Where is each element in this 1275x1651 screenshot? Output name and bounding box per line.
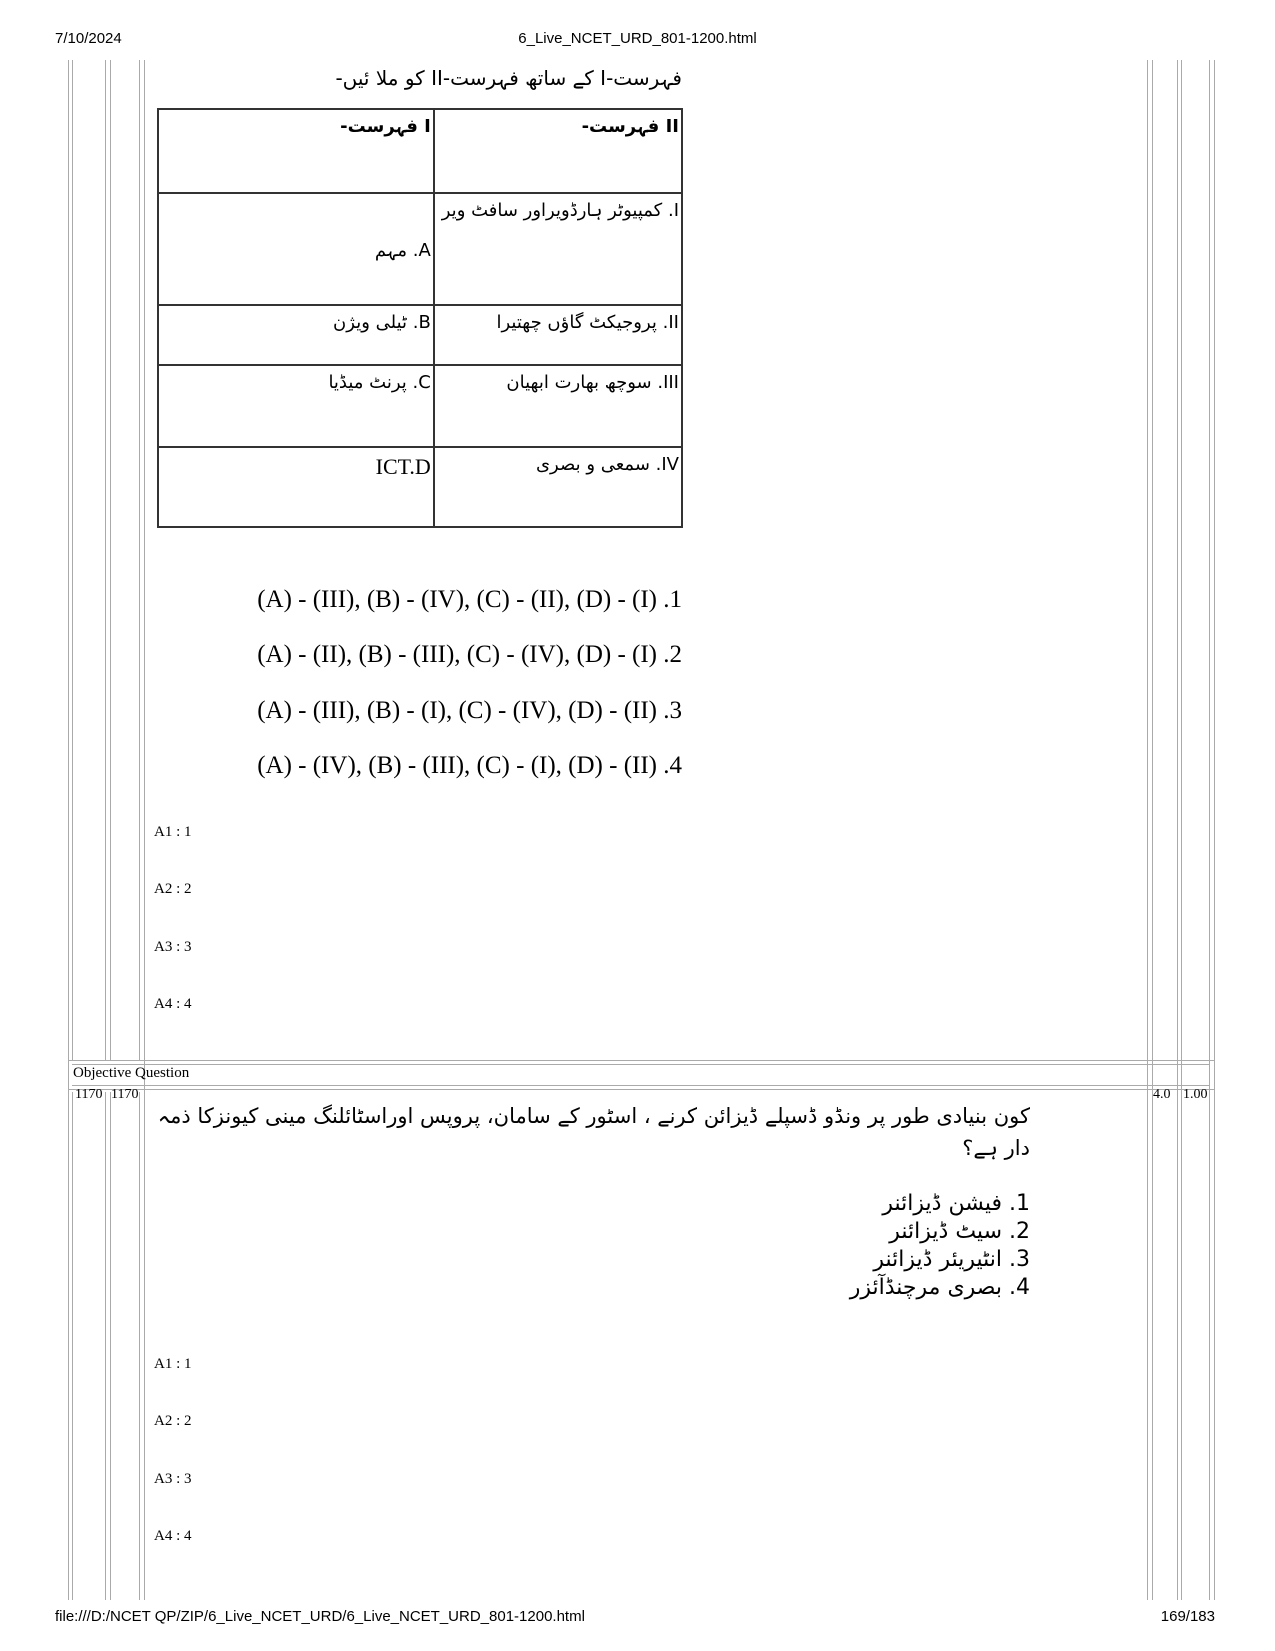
answer-key: A3 : 3 [154, 1471, 192, 1487]
grid-line [110, 60, 111, 1060]
list-1-item: ICT.D [158, 447, 434, 527]
grid-line [68, 60, 69, 1600]
table-row [158, 305, 682, 365]
grid-line [72, 1092, 73, 1600]
list-1-item: A. مہم [158, 193, 434, 305]
answer-option: 4. بصری مرچنڈآئزر [849, 1275, 1030, 1300]
table-header-row [158, 109, 682, 193]
grid-line [144, 60, 145, 1600]
answer-option: (A) - (III), (B) - (IV), (C) - (II), (D) - (I) .1 [257, 586, 682, 613]
page-number: 169/183 [1160, 1608, 1215, 1625]
answer-key: A2 : 2 [154, 1413, 192, 1429]
question-marks: 4.0 [1153, 1087, 1171, 1102]
grid-line [72, 1064, 1210, 1065]
answer-option: (A) - (IV), (B) - (III), (C) - (I), (D) - (II) .4 [257, 752, 682, 779]
question-id: 1170 [111, 1087, 139, 1102]
list-2-header: II فہرست- [434, 109, 682, 193]
grid-line [68, 1089, 1214, 1090]
list-2-item: II. پروجیکٹ گاؤں چھتیرا [434, 305, 682, 365]
matching-table [157, 108, 683, 528]
grid-line [1209, 60, 1210, 1600]
question-number: 1170 [75, 1087, 103, 1102]
question-text: کون بنیادی طور پر ونڈو ڈسپلے ڈیزائن کرنے ، اسٹور کے سامان، پروپس اوراسٹائلنگ مینی کیونزکا ذمہ دار ہے؟ [157, 1104, 1030, 1160]
table-row [158, 365, 682, 447]
answer-key: A4 : 4 [154, 1528, 192, 1544]
grid-line [72, 1085, 1210, 1086]
list-2-item: I. کمپیوٹر ہارڈویراور سافٹ ویر [434, 193, 682, 305]
answer-key: A3 : 3 [154, 939, 192, 955]
list-1-header: I فہرست- [158, 109, 434, 193]
grid-line [1214, 60, 1215, 1600]
grid-line [1181, 60, 1182, 1600]
grid-line [110, 1092, 111, 1600]
table-row [158, 447, 682, 527]
grid-line [1152, 60, 1153, 1600]
list-1-item: B. ٹیلی ویژن [158, 305, 434, 365]
print-date: 7/10/2024 [55, 30, 122, 47]
grid-line [1177, 60, 1178, 1600]
list-2-item: III. سوچھ بھارت ابھیان [434, 365, 682, 447]
answer-key: A4 : 4 [154, 996, 192, 1012]
answer-option: 1. فیشن ڈیزائنر [882, 1191, 1030, 1216]
table-row [158, 193, 682, 305]
list-2-item: IV. سمعی و بصری [434, 447, 682, 527]
answer-option: (A) - (II), (B) - (III), (C) - (IV), (D) - (I) .2 [257, 641, 682, 668]
answer-option: (A) - (III), (B) - (I), (C) - (IV), (D) - (II) .3 [257, 697, 682, 724]
answer-key: A2 : 2 [154, 881, 192, 897]
grid-line [139, 60, 140, 1060]
print-url: file:///D:/NCET QP/ZIP/6_Live_NCET_URD/6_Live_NCET_URD_801-1200.html [55, 1608, 585, 1625]
grid-line [68, 1060, 1214, 1061]
grid-line [105, 60, 106, 1060]
negative-marks: 1.00 [1183, 1087, 1208, 1102]
answer-option: 3. انٹیریئر ڈیزائنر [873, 1247, 1030, 1272]
question-instruction: فہرست-I کے ساتھ فہرست-II کو ملا ئیں- [335, 66, 682, 90]
list-1-item: C. پرنٹ میڈیا [158, 365, 434, 447]
grid-line [1147, 60, 1148, 1600]
section-label: Objective Question [73, 1065, 190, 1081]
grid-line [72, 60, 73, 1060]
answer-option: 2. سیٹ ڈیزائنر [889, 1219, 1030, 1244]
answer-key: A1 : 1 [154, 1356, 192, 1372]
grid-line [139, 1092, 140, 1600]
answer-key: A1 : 1 [154, 824, 192, 840]
grid-line [105, 1092, 106, 1600]
print-title: 6_Live_NCET_URD_801-1200.html [518, 30, 757, 47]
